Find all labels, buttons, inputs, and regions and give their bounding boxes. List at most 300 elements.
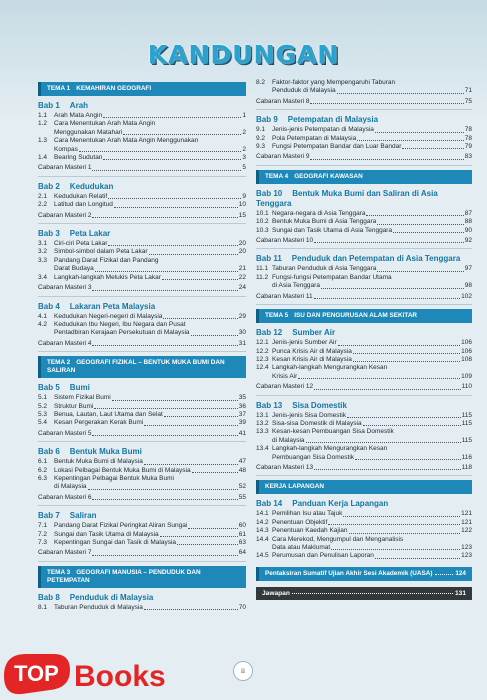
bab11-heading bbox=[256, 254, 472, 264]
entry-number: 6.3 bbox=[38, 474, 48, 482]
toc-entry[interactable] bbox=[38, 137, 246, 145]
entry-page: 48 bbox=[238, 466, 246, 474]
entry-title: Sisa-sisa Domestik di Malaysia bbox=[272, 419, 362, 427]
dot-leader bbox=[92, 284, 237, 290]
entry-title: Kesan Krisis Air di Malaysia bbox=[272, 355, 352, 363]
divider bbox=[256, 109, 472, 110]
bab10-heading-title: Bentuk Muka Bumi dan Saliran di Asia Tenggara bbox=[256, 188, 438, 208]
entry-title: Bentuk Muka Bumi di Malaysia bbox=[54, 458, 143, 466]
dot-leader bbox=[192, 467, 238, 473]
toc-entry[interactable] bbox=[256, 536, 472, 544]
entry-number: 3.2 bbox=[38, 248, 48, 256]
toc-entry-list bbox=[38, 313, 246, 349]
toc-entry[interactable] bbox=[256, 373, 472, 381]
bab12-heading-title: Sumber Air bbox=[292, 328, 336, 338]
toc-entry-list bbox=[38, 240, 246, 292]
entry-page: 15 bbox=[238, 211, 246, 219]
entry-title: Negara-negara di Asia Tenggara bbox=[272, 209, 366, 217]
toc-entry[interactable] bbox=[256, 544, 472, 552]
entry-title: Bentuk Muka Bumi di Asia Tenggara bbox=[272, 218, 377, 226]
entry-title: Latitud dan Longitud bbox=[54, 201, 113, 209]
entry-number: 2.1 bbox=[38, 192, 48, 200]
toc-entry[interactable] bbox=[256, 552, 472, 560]
entry-number: 7.1 bbox=[38, 522, 48, 530]
dot-leader bbox=[144, 458, 238, 464]
toc-entry-list bbox=[256, 79, 472, 106]
dot-leader bbox=[353, 356, 460, 362]
entry-title: di Malaysia bbox=[272, 436, 305, 444]
bab5-heading-number: Bab 5 bbox=[38, 383, 60, 393]
tema-2-banner bbox=[38, 356, 246, 378]
entry-number: 14.5 bbox=[256, 552, 269, 560]
bab9-heading-number: Bab 9 bbox=[256, 115, 278, 125]
toc-entry[interactable] bbox=[256, 519, 472, 527]
cabaran-masteri-entry[interactable] bbox=[38, 284, 246, 292]
entry-page: 70 bbox=[238, 603, 246, 611]
entry-title: Kepentingan Sungai dan Tasik di Malaysia bbox=[54, 539, 177, 546]
dot-leader bbox=[123, 129, 241, 135]
bab8-heading bbox=[38, 593, 246, 603]
bab2-heading bbox=[38, 182, 246, 192]
dot-leader bbox=[393, 274, 471, 280]
toc-entry[interactable] bbox=[38, 120, 246, 128]
entry-number: 12.2 bbox=[256, 347, 269, 355]
dot-leader bbox=[175, 475, 245, 481]
entry-page: 90 bbox=[464, 226, 472, 234]
toc-entry[interactable] bbox=[38, 274, 246, 282]
entry-title: Sistem Fizikal Bumi bbox=[54, 394, 111, 402]
entry-number: 8.2 bbox=[256, 79, 266, 86]
divider bbox=[38, 176, 246, 177]
toc-entry[interactable] bbox=[38, 248, 246, 256]
entry-title: Jenis-jenis Sisa Domestik bbox=[272, 411, 347, 419]
entry-number: 10.3 bbox=[256, 226, 269, 234]
toc-entry[interactable] bbox=[38, 146, 246, 154]
bab4-heading bbox=[38, 302, 246, 312]
toc-entry[interactable] bbox=[256, 339, 472, 347]
toc-entry[interactable] bbox=[256, 135, 472, 143]
entry-page: 122 bbox=[461, 527, 472, 535]
toc-entry[interactable] bbox=[256, 412, 472, 420]
entry-number: 1.4 bbox=[38, 154, 48, 162]
entry-title: Menggunakan Matahari bbox=[54, 128, 123, 136]
tema-1-banner-label: KEMAHIRAN GEOGRAFI bbox=[76, 85, 152, 92]
entry-page: 2 bbox=[242, 128, 246, 136]
divider bbox=[256, 304, 472, 305]
entry-title: Taburan Penduduk di Malaysia bbox=[54, 603, 143, 611]
toc-entry[interactable] bbox=[38, 257, 246, 265]
toc-entry-list bbox=[256, 510, 472, 560]
toc-entry[interactable] bbox=[38, 240, 246, 248]
cabaran-masteri-entry[interactable] bbox=[38, 430, 246, 438]
entry-title: Cabaran Masteri 4 bbox=[38, 339, 92, 347]
dot-leader bbox=[337, 87, 464, 93]
dot-leader bbox=[92, 164, 241, 170]
cabaran-masteri-entry[interactable] bbox=[256, 153, 472, 161]
entry-number: 5.3 bbox=[38, 410, 48, 418]
entry-page: 115 bbox=[461, 436, 472, 444]
bab5-heading bbox=[38, 383, 246, 393]
dot-leader bbox=[314, 293, 461, 299]
bab9-heading-title: Petempatan di Malaysia bbox=[287, 115, 379, 125]
bab4-heading-number: Bab 4 bbox=[38, 301, 60, 311]
dot-leader bbox=[355, 454, 461, 460]
entry-number: 2.2 bbox=[38, 201, 48, 209]
entry-title: Lokasi Pelbagai Bentuk Muka Bumi di Malaysia bbox=[54, 466, 191, 474]
jawapan-page: 131 bbox=[454, 590, 466, 598]
entry-title: Sungai dan Tasik Utama di Asia Tenggara bbox=[272, 226, 393, 234]
dot-leader bbox=[310, 153, 463, 159]
entry-title: Jenis-jenis Sumber Air bbox=[272, 339, 337, 347]
entry-page: 83 bbox=[464, 153, 472, 161]
entry-page: 121 bbox=[461, 510, 472, 518]
dot-leader bbox=[163, 313, 237, 319]
dot-leader bbox=[292, 590, 453, 594]
toc-entry[interactable] bbox=[256, 282, 472, 290]
entry-title: Cabaran Masteri 12 bbox=[256, 383, 314, 391]
entry-number: 14.3 bbox=[256, 527, 269, 535]
entry-number: 11.1 bbox=[256, 265, 269, 273]
dot-leader bbox=[402, 143, 463, 149]
cabaran-masteri-entry[interactable] bbox=[256, 293, 472, 301]
jawapan-banner[interactable] bbox=[256, 587, 472, 600]
dot-leader bbox=[103, 154, 241, 160]
entry-page: 63 bbox=[238, 539, 246, 546]
entry-title: Taburan Penduduk di Asia Tenggara bbox=[272, 265, 377, 273]
dot-leader bbox=[366, 210, 463, 216]
dot-leader bbox=[388, 364, 471, 370]
cabaran-masteri-entry[interactable] bbox=[256, 237, 472, 245]
toc-entry[interactable] bbox=[256, 527, 472, 535]
entry-number: 1.3 bbox=[38, 137, 48, 145]
toc-entry[interactable] bbox=[38, 458, 246, 466]
dot-leader bbox=[343, 510, 460, 516]
dot-leader bbox=[112, 394, 238, 400]
toc-entry[interactable] bbox=[38, 329, 246, 337]
entry-page: 110 bbox=[461, 383, 472, 391]
entry-title: Langkah-langkah Melukis Peta Lakar bbox=[54, 273, 161, 281]
entry-title: Penentuan Objektif bbox=[272, 518, 328, 526]
dot-leader bbox=[92, 340, 237, 346]
toc-entry[interactable] bbox=[256, 87, 472, 95]
toc-entry-list bbox=[38, 522, 246, 558]
dot-leader bbox=[92, 494, 237, 500]
dot-leader bbox=[306, 437, 461, 443]
cabaran-masteri-entry[interactable] bbox=[38, 340, 246, 348]
entry-title: Kesan Pergerakan Kerak Bumi bbox=[54, 419, 144, 427]
entry-page: 109 bbox=[461, 372, 472, 380]
dot-leader bbox=[363, 420, 461, 426]
toc-entry[interactable] bbox=[256, 227, 472, 235]
entry-title: Perumusan dan Penulisan Laporan bbox=[272, 552, 374, 560]
divider bbox=[38, 351, 246, 352]
entry-number: 14.1 bbox=[256, 510, 269, 518]
dot-leader bbox=[160, 531, 238, 537]
entry-page: 79 bbox=[464, 143, 472, 151]
entry-page: 9 bbox=[242, 192, 246, 200]
entry-page: 5 bbox=[242, 164, 246, 172]
dot-leader bbox=[328, 519, 460, 525]
entry-title: Cabaran Masteri 1 bbox=[38, 164, 92, 172]
entry-page: 71 bbox=[464, 87, 472, 95]
toc-entry[interactable] bbox=[38, 411, 246, 419]
toc-entry[interactable] bbox=[38, 201, 246, 209]
entry-page: 123 bbox=[461, 544, 472, 551]
bab13-heading-title: Sisa Domestik bbox=[292, 400, 347, 410]
logo-top-text: TOP bbox=[14, 661, 59, 686]
entry-title: Darat Budaya bbox=[54, 265, 94, 273]
entry-title: Penduduk di Malaysia bbox=[272, 87, 336, 95]
tema-3-banner bbox=[38, 566, 246, 588]
entry-number: 13.2 bbox=[256, 419, 269, 427]
tema-1-banner bbox=[38, 82, 246, 96]
dot-leader bbox=[375, 126, 464, 132]
page-number: ii bbox=[233, 661, 253, 681]
dot-leader bbox=[375, 552, 460, 558]
entry-page: 118 bbox=[461, 463, 472, 471]
bab10-heading bbox=[256, 189, 472, 209]
bab2-heading-number: Bab 2 bbox=[38, 181, 60, 191]
entry-number: 4.2 bbox=[38, 320, 48, 328]
entry-number: 4.1 bbox=[38, 312, 48, 320]
entry-title: Sungai dan Tasik Utama di Malaysia bbox=[54, 530, 159, 538]
entry-page: 92 bbox=[464, 237, 472, 245]
dot-leader bbox=[321, 282, 464, 288]
toc-entry[interactable] bbox=[256, 143, 472, 151]
toc-entry[interactable] bbox=[38, 313, 246, 321]
bab7-heading-number: Bab 7 bbox=[38, 511, 60, 521]
dot-leader bbox=[357, 135, 464, 141]
entry-number: 11.2 bbox=[256, 273, 269, 281]
dot-leader bbox=[377, 265, 463, 271]
toc-entry[interactable] bbox=[38, 604, 246, 612]
divider bbox=[38, 505, 246, 506]
dot-leader bbox=[347, 412, 461, 418]
tema-2-banner-label: GEOGRAFI FIZIKAL – BENTUK MUKA BUMI DAN SALIRAN bbox=[47, 359, 225, 375]
bab1-heading-title: Arah bbox=[69, 101, 89, 110]
entry-number: 5.4 bbox=[38, 419, 48, 427]
toc-entry[interactable] bbox=[38, 394, 246, 402]
bab3-heading bbox=[38, 229, 246, 239]
pentaksiran-page: 124 bbox=[455, 569, 466, 577]
dot-leader bbox=[353, 348, 460, 354]
entry-title: Cabaran Masteri 7 bbox=[38, 549, 92, 557]
entry-title: Kedudukan Relatif bbox=[54, 192, 108, 200]
toc-entry[interactable] bbox=[38, 467, 246, 475]
entry-title: Cara Menentukan Arah Mata Angin Menggunakan bbox=[54, 137, 199, 145]
cabaran-masteri-entry[interactable] bbox=[38, 549, 246, 557]
tema-4-banner-number: TEMA 4 bbox=[265, 172, 289, 180]
entry-title: Kedudukan Ibu Negeri, Ibu Negara dan Pusat bbox=[54, 320, 186, 328]
toc-entry-list bbox=[38, 112, 246, 173]
entry-title: Struktur Bumi bbox=[54, 402, 94, 410]
toc-entry[interactable] bbox=[38, 129, 246, 137]
entry-number: 5.1 bbox=[38, 394, 48, 402]
toc-entry-list bbox=[256, 210, 472, 246]
dot-leader bbox=[388, 445, 471, 451]
toc-entry[interactable] bbox=[38, 419, 246, 427]
entry-title: Langkah-langkah Mengurangkan Kesan bbox=[272, 364, 388, 372]
entry-title: Cabaran Masteri 10 bbox=[256, 237, 314, 245]
entry-title: Cabaran Masteri 5 bbox=[38, 429, 92, 437]
dot-leader bbox=[395, 428, 471, 434]
toc-entry[interactable] bbox=[256, 126, 472, 134]
entry-page: 97 bbox=[464, 265, 472, 273]
entry-page: 78 bbox=[464, 126, 472, 134]
divider bbox=[256, 475, 472, 476]
toc-entry[interactable] bbox=[256, 348, 472, 356]
cabaran-masteri-entry[interactable] bbox=[38, 494, 246, 502]
entry-number: 3.4 bbox=[38, 273, 48, 281]
dot-leader bbox=[435, 570, 454, 576]
entry-title: Kesan-kesan Pembuangan Sisa Domestik bbox=[272, 428, 394, 436]
toc-entry[interactable] bbox=[256, 218, 472, 226]
entry-page: 31 bbox=[238, 339, 246, 347]
entry-title: Ciri-ciri Peta Lakar bbox=[54, 240, 108, 248]
dot-leader bbox=[88, 483, 238, 489]
toc-entry[interactable] bbox=[256, 356, 472, 364]
entry-title: Pembuangan Sisa Domestik bbox=[272, 453, 355, 461]
bab14-heading-number: Bab 14 bbox=[256, 499, 283, 509]
toc-entry[interactable] bbox=[38, 475, 246, 483]
bab7-heading-title: Saliran bbox=[69, 511, 97, 521]
toc-entry[interactable] bbox=[256, 79, 472, 87]
entry-number: 5.2 bbox=[38, 402, 48, 410]
toc-entry[interactable] bbox=[256, 454, 472, 462]
toc-entry[interactable] bbox=[38, 403, 246, 411]
bab6-heading-title: Bentuk Muka Bumi bbox=[69, 447, 142, 457]
entry-page: 106 bbox=[461, 347, 472, 355]
entry-page: 88 bbox=[464, 218, 472, 226]
pentaksiran-banner[interactable] bbox=[256, 567, 472, 582]
toc-entry[interactable] bbox=[256, 510, 472, 518]
cabaran-masteri-entry[interactable] bbox=[256, 383, 472, 391]
entry-page: 30 bbox=[238, 329, 246, 337]
tema-3-banner-label: GEOGRAFI MANUSIA – PENDUDUK DAN PETEMPATAN bbox=[47, 568, 201, 584]
toc-entry[interactable] bbox=[38, 522, 246, 530]
toc-entry[interactable] bbox=[256, 364, 472, 372]
toc-entry-list bbox=[38, 394, 246, 438]
toc-entry[interactable] bbox=[38, 483, 246, 491]
dot-leader bbox=[177, 539, 238, 545]
toc-entry[interactable] bbox=[256, 428, 472, 436]
cabaran-masteri-entry[interactable] bbox=[256, 464, 472, 472]
dot-leader bbox=[92, 212, 237, 218]
toc-entry[interactable] bbox=[38, 539, 246, 547]
entry-page: 61 bbox=[238, 530, 246, 538]
dot-leader bbox=[108, 193, 241, 199]
entry-title: Punca Krisis Air di Malaysia bbox=[272, 347, 352, 355]
entry-number: 6.1 bbox=[38, 458, 48, 466]
entry-title: Pola Petempatan di Malaysia bbox=[272, 134, 357, 142]
entry-page: 37 bbox=[238, 410, 246, 418]
entry-number: 13.1 bbox=[256, 411, 269, 419]
jawapan-label: Jawapan bbox=[262, 590, 290, 598]
entry-number: 3.3 bbox=[38, 256, 48, 264]
entry-page: 115 bbox=[461, 419, 472, 427]
entry-page: 106 bbox=[461, 339, 472, 347]
dot-leader bbox=[331, 544, 460, 550]
bab6-heading-number: Bab 6 bbox=[38, 447, 60, 457]
entry-title: Cara Menentukan Arah Mata Angin bbox=[54, 120, 156, 128]
entry-page: 3 bbox=[242, 154, 246, 162]
dot-leader bbox=[114, 201, 238, 207]
toc-entry[interactable] bbox=[38, 531, 246, 539]
entry-title: Langkah-langkah Mengurangkan Kesan bbox=[272, 445, 388, 453]
toc-entry[interactable] bbox=[38, 321, 246, 329]
dot-leader bbox=[314, 464, 461, 470]
toc-entry[interactable] bbox=[38, 193, 246, 201]
entry-page: 35 bbox=[238, 394, 246, 402]
toc-entry[interactable] bbox=[256, 210, 472, 218]
entry-page: 36 bbox=[238, 402, 246, 410]
toc-entry[interactable] bbox=[38, 112, 246, 120]
entry-title: Cabaran Masteri 2 bbox=[38, 211, 92, 219]
bab3-heading-number: Bab 3 bbox=[38, 229, 60, 239]
entry-title: Cabaran Masteri 8 bbox=[256, 97, 310, 105]
dot-leader bbox=[349, 527, 461, 533]
cabaran-masteri-entry[interactable] bbox=[38, 164, 246, 172]
entry-page: 87 bbox=[464, 209, 472, 217]
entry-page: 52 bbox=[238, 483, 246, 491]
entry-page: 123 bbox=[461, 552, 472, 560]
dot-leader bbox=[338, 339, 460, 345]
toc-entry[interactable] bbox=[256, 445, 472, 453]
tema-2-banner-number: TEMA 2 bbox=[47, 359, 71, 367]
bab13-heading bbox=[256, 401, 472, 411]
entry-title: Arah Mata Angin bbox=[54, 112, 103, 119]
entry-title: Benua, Lautan, Laut Utama dan Selat bbox=[54, 410, 163, 418]
toc-entry[interactable] bbox=[38, 265, 246, 273]
kerja-lapangan-banner bbox=[256, 480, 472, 494]
topbooks-logo-graphic bbox=[0, 636, 190, 700]
page-title: KANDUNGAN bbox=[147, 40, 340, 69]
entry-title: Cabaran Masteri 13 bbox=[256, 463, 314, 471]
dot-leader bbox=[92, 549, 237, 555]
entry-page: 60 bbox=[238, 522, 246, 530]
bab14-heading-title: Panduan Kerja Lapangan bbox=[292, 499, 389, 509]
entry-page: 102 bbox=[461, 292, 472, 300]
toc-entry[interactable] bbox=[38, 154, 246, 162]
entry-number: 1.2 bbox=[38, 120, 48, 128]
entry-page: 24 bbox=[238, 284, 246, 292]
dot-leader bbox=[314, 237, 464, 243]
toc-entry[interactable] bbox=[256, 420, 472, 428]
cabaran-masteri-entry[interactable] bbox=[38, 212, 246, 220]
dot-leader bbox=[187, 321, 245, 327]
bab12-heading bbox=[256, 328, 472, 338]
entry-page: 75 bbox=[464, 97, 472, 105]
entry-title: Pemilihan Isu atau Tajuk bbox=[272, 510, 343, 518]
bab4-heading-title: Lakaran Peta Malaysia bbox=[69, 301, 156, 311]
entry-title: Cabaran Masteri 11 bbox=[256, 292, 313, 300]
toc-right-column bbox=[256, 78, 472, 600]
toc-entry-list bbox=[38, 458, 246, 502]
bab10-heading-number: Bab 10 bbox=[256, 188, 283, 198]
entry-number: 1.1 bbox=[38, 112, 48, 119]
entry-title: di Malaysia bbox=[54, 483, 87, 491]
tema-5-banner-number: TEMA 5 bbox=[265, 312, 289, 320]
toc-entry[interactable] bbox=[256, 437, 472, 445]
entry-number: 9.2 bbox=[256, 134, 266, 142]
cabaran-masteri-entry[interactable] bbox=[256, 98, 472, 106]
entry-number: 9.1 bbox=[256, 126, 266, 134]
toc-entry[interactable] bbox=[256, 274, 472, 282]
entry-page: 2 bbox=[242, 145, 246, 153]
toc-entry[interactable] bbox=[256, 265, 472, 273]
entry-number: 10.2 bbox=[256, 218, 269, 226]
dot-leader bbox=[199, 137, 245, 143]
